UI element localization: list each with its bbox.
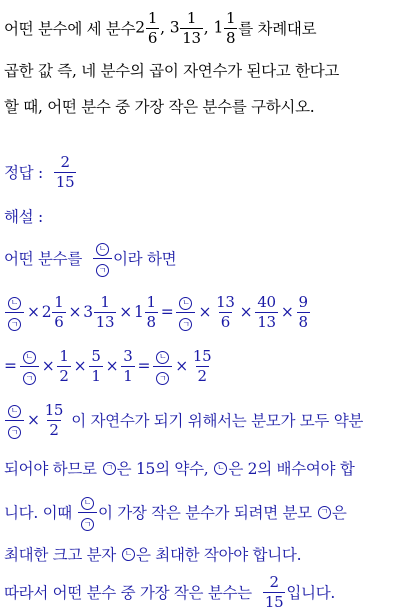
- fraction: $\frac{1}{8}$: [146, 292, 156, 331]
- fraction: $\frac{5}{1}$: [91, 346, 101, 385]
- unknown-fraction: $\frac{\text{ㄴ}}{\text{ㄱ}}$: [153, 347, 172, 385]
- explanation-line-6: 니다. 이때 $\frac{\text{ㄴ}}{\text{ㄱ}}$ 이 가장 작은 분수가 되려면 분모 ㄱ 은: [4, 490, 398, 534]
- question-line-2: 곱한 값 즉, 네 분수의 곱이 자연수가 된다고 한다고: [4, 62, 340, 80]
- question-text: 를 차례대로: [238, 20, 317, 38]
- explanation-line-1: 어떤 분수를 $\frac{\text{ㄴ}}{\text{ㄱ}}$ 이라 하면: [4, 236, 398, 280]
- unknown-fraction: $\frac{\text{ㄴ}}{\text{ㄱ}}$: [5, 401, 24, 439]
- explanation-line-3: = $\frac{\text{ㄴ}}{\text{ㄱ}}$ × $\frac{1}{2}$ × $\frac{5}{1}$ × $\frac{3}{1}$ = $\frac{\text{ㄴ}}{\text{ㄱ}}$ × $\frac{15}{2}$: [4, 346, 212, 385]
- fraction: $\frac{9}{8}$: [298, 292, 308, 331]
- final-answer-fraction: $\frac{2}{15}$: [264, 572, 284, 611]
- circle-a-symbol: ㄱ: [96, 264, 109, 277]
- answer-fraction: $\frac{2}{15}$: [55, 152, 75, 191]
- mixed-number: 3 $\frac{1}{13}$: [169, 8, 201, 47]
- unknown-fraction: $\frac{\text{ㄴ}}{\text{ㄱ}}$: [20, 347, 39, 385]
- fraction: $\frac{1}{2}$: [59, 346, 69, 385]
- explanation-line-5: 되어야 하므로 ㄱ 은 15의 약수, ㄴ 은 2의 배수여야 합: [4, 460, 355, 478]
- answer-line: [4, 150, 398, 194]
- circle-a-symbol: ㄱ: [318, 506, 331, 519]
- fraction: $\frac{15}{2}$: [192, 346, 212, 385]
- explanation-line-8: 따라서 어떤 분수 중 가장 작은 분수는 $\frac{2}{15}$ 입니다.: [4, 572, 336, 611]
- fraction: $\frac{1}{8}$: [226, 8, 236, 47]
- unknown-fraction: $\frac{\text{ㄴ}}{\text{ㄱ}}$: [176, 293, 195, 331]
- explanation-label: 해설 :: [4, 208, 43, 226]
- mixed-number: 2 $\frac{1}{6}$: [135, 8, 158, 47]
- unknown-fraction: [93, 239, 112, 277]
- unknown-fraction: $\frac{\text{ㄴ}}{\text{ㄱ}}$: [78, 493, 97, 531]
- fraction: $\frac{13}{6}$: [216, 292, 235, 331]
- explanation-line-4: $\frac{\text{ㄴ}}{\text{ㄱ}}$ × $\frac{15}{2}$ 이 자연수가 되기 위해서는 분모가 모두 약분: [4, 398, 398, 442]
- circle-b-symbol: ㄴ: [96, 243, 109, 256]
- explanation-line-7: 최대한 크고 분자 ㄴ 은 최대한 작아야 합니다.: [4, 546, 302, 564]
- unknown-fraction: $\frac{\text{ㄴ}}{\text{ㄱ}}$: [5, 293, 24, 331]
- question-line-1: 어떤 분수에 세 분수 2 $\frac{1}{6}$ , 3 $\frac{1}{13}$ , 1 $\frac{1}{8}$ 를 차례대로: [4, 8, 317, 47]
- question-text: 어떤 분수에 세 분수: [4, 20, 136, 38]
- circle-a-symbol: ㄱ: [103, 462, 116, 475]
- fraction: $\frac{1}{6}$: [147, 8, 158, 47]
- fraction: $\frac{15}{2}$: [44, 400, 64, 439]
- answer-label: 정답 :: [4, 164, 43, 182]
- fraction: $\frac{3}{1}$: [123, 346, 133, 385]
- fraction: $\frac{1}{13}$: [182, 8, 201, 47]
- mixed-number: 1 $\frac{1}{8}$: [213, 8, 236, 47]
- circle-b-symbol: ㄴ: [214, 462, 227, 475]
- circle-b-symbol: ㄴ: [122, 548, 135, 561]
- fraction: $\frac{1}{6}$: [54, 292, 64, 331]
- fraction: $\frac{1}{13}$: [95, 292, 115, 331]
- explanation-line-2: $\frac{\text{ㄴ}}{\text{ㄱ}}$ × 2 $\frac{1}{6}$ × 3 $\frac{1}{13}$ × 1 $\frac{1}{8}$ = $\frac{\text{ㄴ}}{\text{ㄱ}}$ × $\frac{13}{6}$ × $\frac{40}{13}$ × $\frac{9}{8}$: [4, 290, 398, 334]
- question-line-3: 할 때, 어떤 분수 중 가장 작은 분수를 구하시오.: [4, 98, 315, 116]
- fraction: $\frac{40}{13}$: [257, 292, 276, 331]
